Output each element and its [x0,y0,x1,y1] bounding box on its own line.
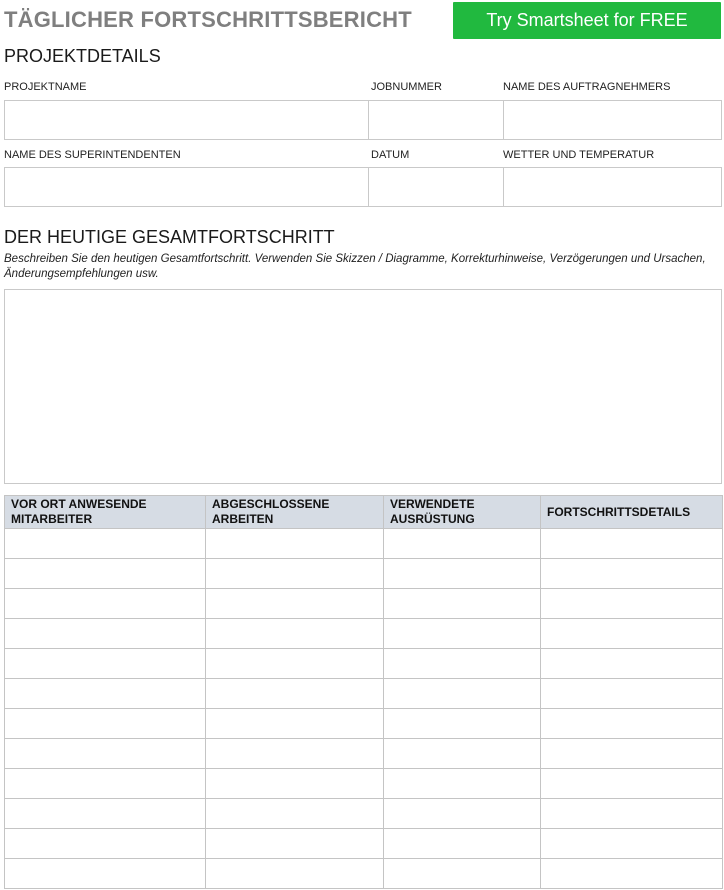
contractor-name-field[interactable] [503,100,722,140]
date-field[interactable] [368,167,504,207]
table-cell[interactable] [5,709,206,739]
table-cell[interactable] [541,769,723,799]
table-cell[interactable] [5,559,206,589]
table-cell[interactable] [384,529,541,559]
table-cell[interactable] [206,799,384,829]
table-cell[interactable] [384,829,541,859]
table-cell[interactable] [384,769,541,799]
table-cell[interactable] [206,649,384,679]
table-body [5,529,723,889]
table-cell[interactable] [384,709,541,739]
table-row [5,769,723,799]
superintendent-name-label: NAME DES SUPERINTENDENTEN [4,149,181,161]
overall-progress-heading: DER HEUTIGE GESAMTFORTSCHRITT [4,227,335,247]
column-header-completed-work: ABGESCHLOSSENE ARBEITEN [206,496,384,529]
table-cell[interactable] [541,529,723,559]
project-name-field[interactable] [4,100,369,140]
table-cell[interactable] [5,679,206,709]
table-cell[interactable] [384,799,541,829]
table-cell[interactable] [541,739,723,769]
table-row [5,529,723,559]
daily-log-table [4,495,723,889]
try-smartsheet-button[interactable]: Try Smartsheet for FREE [453,2,721,39]
table-cell[interactable] [5,529,206,559]
table-row [5,559,723,589]
table-cell[interactable] [206,679,384,709]
column-header-staff: VOR ORT ANWESENDE MITARBEITER [5,496,206,529]
project-name-label: PROJEKTNAME [4,81,87,93]
table-row [5,589,723,619]
table-cell[interactable] [541,829,723,859]
table-cell[interactable] [206,589,384,619]
superintendent-name-field[interactable] [4,167,369,207]
table-cell[interactable] [541,559,723,589]
table-cell[interactable] [206,859,384,889]
table-row [5,649,723,679]
table-row [5,799,723,829]
table-cell[interactable] [5,829,206,859]
weather-label: WETTER UND TEMPERATUR [503,149,655,161]
table-row [5,619,723,649]
table-cell[interactable] [541,859,723,889]
table-cell[interactable] [206,619,384,649]
table-cell[interactable] [541,649,723,679]
table-cell[interactable] [5,859,206,889]
table-row [5,829,723,859]
table-cell[interactable] [384,859,541,889]
table-cell[interactable] [384,649,541,679]
table-row [5,709,723,739]
table-cell[interactable] [541,709,723,739]
table-row [5,679,723,709]
table-cell[interactable] [206,559,384,589]
overall-progress-field[interactable] [4,289,722,484]
table-cell[interactable] [206,769,384,799]
table-row [5,859,723,889]
page-title: TÄGLICHER FORTSCHRITTSBERICHT [4,7,412,32]
table-cell[interactable] [384,619,541,649]
table-cell[interactable] [206,739,384,769]
contractor-name-label: NAME DES AUFTRAGNEHMERS [503,81,671,93]
table-cell[interactable] [5,589,206,619]
table-cell[interactable] [5,769,206,799]
project-details-heading: PROJEKTDETAILS [4,46,161,66]
table-cell[interactable] [384,589,541,619]
table-row [5,739,723,769]
date-label: DATUM [371,149,410,161]
table-header-row [5,496,723,529]
table-cell[interactable] [541,619,723,649]
table-cell[interactable] [5,799,206,829]
table-cell[interactable] [206,829,384,859]
table-cell[interactable] [5,619,206,649]
overall-progress-description: Beschreiben Sie den heutigen Gesamtfortschritt. Verwenden Sie Skizzen / Diagramme, Korrekturhinweise, Verzögerungen und Ursachen, Änderungsempfehlungen usw. [4,253,706,280]
table-cell[interactable] [541,679,723,709]
table-cell[interactable] [384,679,541,709]
table-cell[interactable] [541,589,723,619]
column-header-equipment: VERWENDETE AUSRÜSTUNG [384,496,541,529]
table-cell[interactable] [5,649,206,679]
weather-field[interactable] [503,167,722,207]
job-number-label: JOBNUMMER [371,81,442,93]
table-cell[interactable] [206,709,384,739]
table-cell[interactable] [5,739,206,769]
table-cell[interactable] [206,529,384,559]
column-header-progress-details: FORTSCHRITTSDETAILS [541,496,723,529]
table-cell[interactable] [384,559,541,589]
table-cell[interactable] [541,799,723,829]
table-cell[interactable] [384,739,541,769]
job-number-field[interactable] [368,100,504,140]
